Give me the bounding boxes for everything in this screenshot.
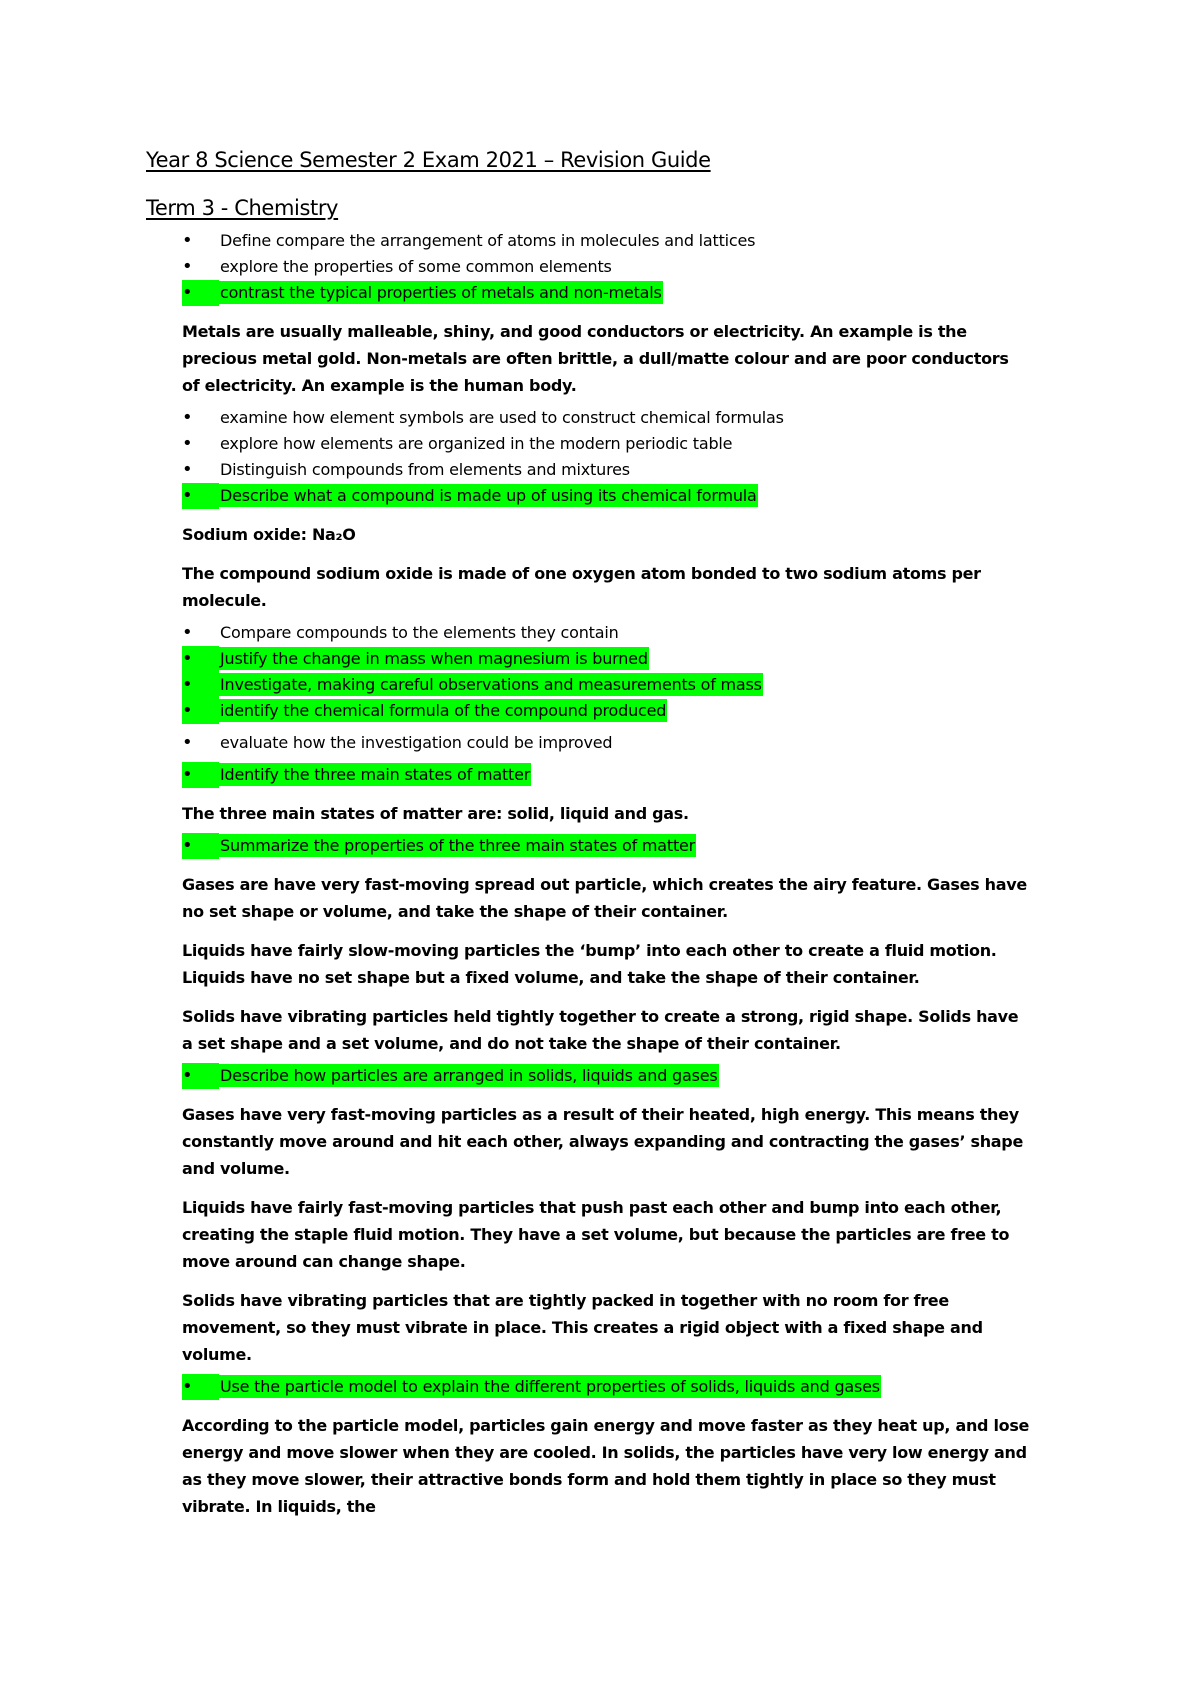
highlighted-list-item — [146, 280, 1066, 306]
list-item — [146, 730, 1066, 756]
highlighted-list-item — [146, 833, 1066, 859]
section-heading: Term 3 - Chemistry — [146, 196, 339, 220]
list-item-text: Describe how particles are arranged in solids, liquids and gases — [220, 1066, 718, 1085]
list-item-text: Distinguish compounds from elements and mixtures — [220, 460, 630, 479]
list-item — [146, 254, 1066, 280]
list-item-text: Compare compounds to the elements they contain — [220, 623, 619, 642]
document-title: Year 8 Science Semester 2 Exam 2021 – Revision Guide — [146, 148, 711, 172]
highlighted-list-item — [146, 672, 1066, 698]
answer-paragraph: The compound sodium oxide is made of one oxygen atom bonded to two sodium atoms per molecule. — [182, 564, 981, 610]
list-item — [146, 620, 1066, 646]
list-item-text: examine how element symbols are used to construct chemical formulas — [220, 408, 784, 427]
answer-paragraph: Solids have vibrating particles that are tightly packed in together with no room for free movement, so they must vibrate in place. This creates a rigid object with a fixed shape and volume. — [182, 1291, 983, 1364]
answer-paragraph: Solids have vibrating particles held tightly together to create a strong, rigid shape. Solids have a set shape and a set volume, and do not take the shape of their container. — [182, 1007, 1019, 1053]
highlighted-list-item — [146, 646, 1066, 672]
list-item-text: Define compare the arrangement of atoms in molecules and lattices — [220, 231, 756, 250]
highlighted-list-item — [146, 698, 1066, 724]
answer-paragraph: According to the particle model, particles gain energy and move faster as they heat up, and lose energy and move slower when they are cooled. In solids, the particles have very low energy and as they move slower, their attractive bonds form and hold them tightly in place so they must vibrate. In liquids, the — [182, 1416, 1030, 1516]
bullet-list — [146, 228, 1066, 306]
answer-paragraph: Gases are have very fast-moving spread out particle, which creates the airy feature. Gases have no set shape or volume, and take the shape of their container. — [182, 875, 1027, 921]
answer-paragraph: Sodium oxide: Na₂O — [182, 525, 356, 544]
bullet-list — [146, 762, 1066, 788]
list-item-text: Describe what a compound is made up of using its chemical formula — [220, 486, 757, 505]
list-item-text: Summarize the properties of the three main states of matter — [220, 836, 696, 855]
content-blocks — [146, 228, 1066, 1520]
list-item-text: Identify the three main states of matter — [220, 765, 531, 784]
answer-paragraph: Gases have very fast-moving particles as a result of their heated, high energy. This means they constantly move around and hit each other, always expanding and contracting the gases’ shape and volume. — [182, 1105, 1024, 1178]
answer-paragraph: The three main states of matter are: solid, liquid and gas. — [182, 804, 689, 823]
answer-paragraph: Metals are usually malleable, shiny, and good conductors or electricity. An example is the precious metal gold. Non-metals are often brittle, a dull/matte colour and are poor conductors of electricity. An example is the human body. — [182, 322, 1009, 395]
bullet-list — [146, 1063, 1066, 1089]
highlighted-list-item — [146, 762, 1066, 788]
list-item-text: evaluate how the investigation could be improved — [220, 733, 613, 752]
list-item-text: explore the properties of some common elements — [220, 257, 612, 276]
list-item — [146, 228, 1066, 254]
bullet-list — [146, 833, 1066, 859]
list-item-text: Investigate, making careful observations and measurements of mass — [220, 675, 762, 694]
bullet-list — [146, 620, 1066, 724]
list-item-text: identify the chemical formula of the compound produced — [220, 701, 667, 720]
highlighted-list-item — [146, 1374, 1066, 1400]
document-body — [146, 146, 1066, 1520]
highlighted-list-item — [146, 1063, 1066, 1089]
list-item — [146, 431, 1066, 457]
list-item — [146, 405, 1066, 431]
answer-paragraph: Liquids have fairly fast-moving particles that push past each other and bump into each other, creating the staple fluid motion. They have a set volume, but because the particles are free to move around can change shape. — [182, 1198, 1010, 1271]
bullet-list — [146, 730, 1066, 756]
list-item-text: explore how elements are organized in the modern periodic table — [220, 434, 733, 453]
bullet-list — [146, 405, 1066, 509]
bullet-list — [146, 1374, 1066, 1400]
answer-paragraph: Liquids have fairly slow-moving particles the ‘bump’ into each other to create a fluid motion. Liquids have no set shape but a fixed volume, and take the shape of their container. — [182, 941, 997, 987]
list-item-text: Justify the change in mass when magnesium is burned — [220, 649, 648, 668]
highlighted-list-item — [146, 483, 1066, 509]
list-item — [146, 457, 1066, 483]
list-item-text: Use the particle model to explain the different properties of solids, liquids and gases — [220, 1377, 880, 1396]
list-item-text: contrast the typical properties of metals and non-metals — [220, 283, 662, 302]
